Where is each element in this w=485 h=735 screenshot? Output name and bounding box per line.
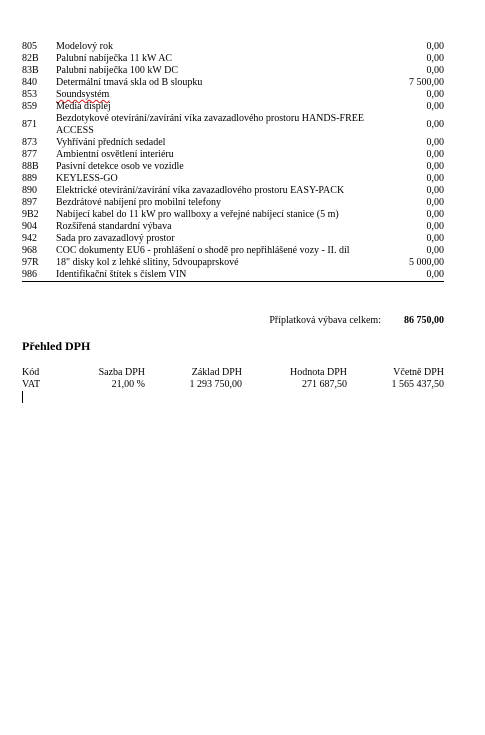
option-code: 889 xyxy=(22,173,37,184)
option-description: Palubní nabíječka 100 kW DC xyxy=(56,65,179,76)
option-amount: 0,00 xyxy=(426,53,444,64)
option-code: 942 xyxy=(22,233,37,244)
table-row xyxy=(22,53,444,65)
table-row xyxy=(22,209,444,221)
vat-total: 1 565 437,50 xyxy=(391,379,444,390)
option-amount: 0,00 xyxy=(426,197,444,208)
table-row xyxy=(22,161,444,173)
option-description: Pasivní detekce osob ve vozidle xyxy=(56,161,184,172)
table-row xyxy=(22,233,444,245)
table-row xyxy=(22,137,444,149)
option-code: 873 xyxy=(22,137,37,148)
option-amount: 0,00 xyxy=(426,41,444,52)
option-description: 18" disky kol z lehké slitiny, 5dvoupaprskové xyxy=(56,257,239,268)
option-description: Sada pro zavazadlový prostor xyxy=(56,233,175,244)
options-table xyxy=(22,41,444,282)
vat-code: VAT xyxy=(22,379,41,390)
table-row xyxy=(22,221,444,233)
option-amount: 0,00 xyxy=(380,269,444,282)
table-row xyxy=(22,65,444,77)
table-row xyxy=(22,185,444,197)
table-row xyxy=(22,41,444,53)
options-total-label: Příplatková výbava celkem: xyxy=(269,315,381,326)
option-amount: 7 500,00 xyxy=(409,77,444,88)
option-code: 805 xyxy=(22,41,37,52)
option-code: 859 xyxy=(22,101,37,112)
table-row xyxy=(22,101,444,113)
text-cursor[interactable] xyxy=(22,391,23,403)
option-description: Determální tmavá skla od B sloupku xyxy=(56,77,203,88)
vat-header-base: Základ DPH xyxy=(191,367,242,378)
option-description: Modelový rok xyxy=(56,41,113,52)
option-amount: 0,00 xyxy=(426,137,444,148)
option-description: Bezdotykové otevírání/zavírání víka zavazadlového prostoru HANDS-FREE ACCESS xyxy=(56,113,364,136)
options-total-value: 86 750,00 xyxy=(404,315,444,326)
table-row xyxy=(22,197,444,209)
option-code: 853 xyxy=(22,89,37,100)
option-code: 871 xyxy=(22,119,37,130)
option-description: Rozšířená standardní výbava xyxy=(56,221,172,232)
option-amount: 0,00 xyxy=(426,233,444,244)
table-row xyxy=(22,173,444,185)
option-description: Nabíjecí kabel do 11 kW pro wallboxy a veřejné nabíjecí stanice (5 m) xyxy=(56,209,339,220)
option-code: 88B xyxy=(22,161,39,172)
option-description: Bezdrátové nabíjení pro mobilní telefony xyxy=(56,197,221,208)
vat-table xyxy=(22,367,444,391)
option-description: Ambientní osvětlení interiéru xyxy=(56,149,174,160)
table-row xyxy=(22,113,444,137)
option-code: 968 xyxy=(22,245,37,256)
option-description: Media displej xyxy=(56,101,111,112)
vat-value: 271 687,50 xyxy=(302,379,347,390)
option-amount: 0,00 xyxy=(426,245,444,256)
option-description: Vyhřívání předních sedadel xyxy=(56,137,166,148)
option-amount: 0,00 xyxy=(426,221,444,232)
table-row xyxy=(22,245,444,257)
option-description: Identifikační štítek s číslem VIN xyxy=(56,269,380,282)
option-code: 897 xyxy=(22,197,37,208)
option-amount: 0,00 xyxy=(426,65,444,76)
option-amount: 5 000,00 xyxy=(409,257,444,268)
option-code: 97R xyxy=(22,257,39,268)
option-amount: 0,00 xyxy=(426,149,444,160)
option-code: 904 xyxy=(22,221,37,232)
option-code: 986 xyxy=(22,269,56,282)
option-description: Soundsystém xyxy=(56,89,110,100)
option-amount: 0,00 xyxy=(426,173,444,184)
table-row xyxy=(22,77,444,89)
option-code: 82B xyxy=(22,53,39,64)
table-row xyxy=(22,149,444,161)
option-code: 877 xyxy=(22,149,37,160)
option-description: COC dokumenty EU6 - prohlášení o shodě pro nepřihlášené vozy - II. díl xyxy=(56,245,350,256)
vat-base: 1 293 750,00 xyxy=(189,379,242,390)
vat-header-value: Hodnota DPH xyxy=(290,367,347,378)
table-row xyxy=(22,89,444,101)
option-code: 83B xyxy=(22,65,39,76)
table-row xyxy=(22,269,444,282)
vat-header-code: Kód xyxy=(22,367,40,378)
option-code: 840 xyxy=(22,77,37,88)
vat-rate: 21,00 % xyxy=(111,379,145,390)
vat-header-row xyxy=(22,367,444,379)
table-row xyxy=(22,257,444,269)
vat-header-rate: Sazba DPH xyxy=(98,367,145,378)
option-amount: 0,00 xyxy=(426,119,444,130)
option-amount: 0,00 xyxy=(426,185,444,196)
option-amount: 0,00 xyxy=(426,209,444,220)
option-amount: 0,00 xyxy=(426,161,444,172)
vat-section-title: Přehled DPH xyxy=(22,339,91,353)
option-description: Elektrické otevírání/zavírání víka zavazadlového prostoru EASY-PACK xyxy=(56,185,345,196)
option-amount: 0,00 xyxy=(426,101,444,112)
option-code: 9B2 xyxy=(22,209,39,220)
option-description: KEYLESS-GO xyxy=(56,173,118,184)
vat-data-row xyxy=(22,379,444,391)
vat-header-total: Včetně DPH xyxy=(393,367,444,378)
option-code: 890 xyxy=(22,185,37,196)
option-description: Palubní nabíječka 11 kW AC xyxy=(56,53,173,64)
option-amount: 0,00 xyxy=(426,89,444,100)
